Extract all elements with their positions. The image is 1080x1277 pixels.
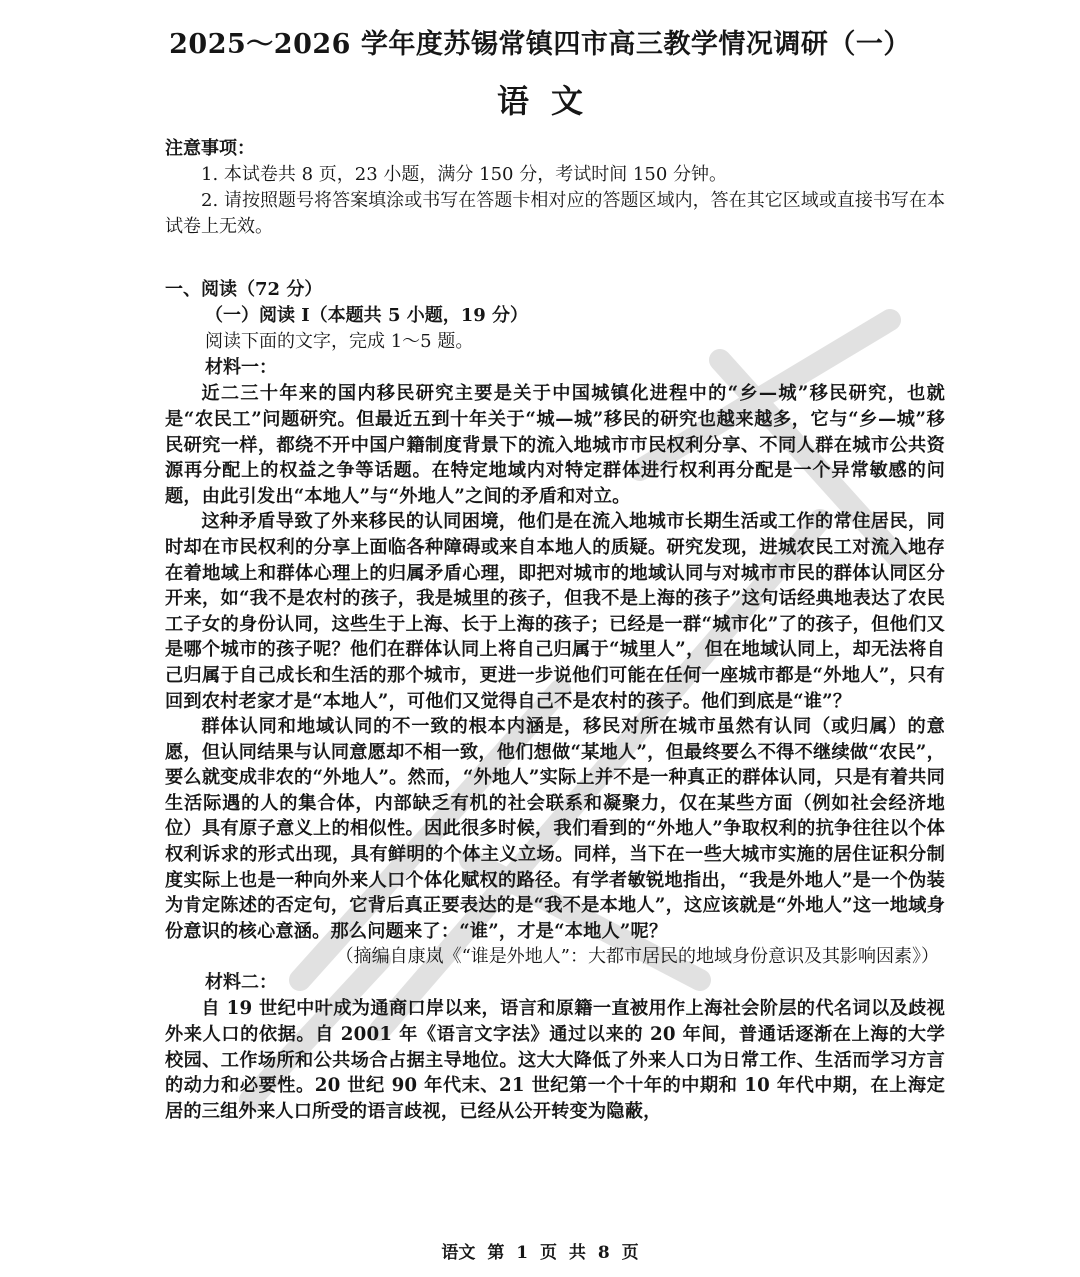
material-2-label: 材料二： <box>205 972 277 994</box>
section-heading: 一、阅读（72 分） <box>165 279 323 301</box>
notes-item: 1. 本试卷共 8 页，23 小题，满分 150 分，考试时间 150 分钟。 <box>201 164 728 185</box>
exam-title: 2025～2026 学年度苏锡常镇四市高三教学情况调研（一） <box>169 29 911 60</box>
page-footer: 语文 第 1 页 共 8 页 <box>441 1243 639 1263</box>
notes-heading: 注意事项： <box>165 138 255 159</box>
notes-item: 2. 请按照题号将答案填涂或书写在答题卡相对应的答题区域内，答在其它区域或直接书写在本试卷上无效。 <box>165 189 945 237</box>
subsection-heading: （一）阅读 I（本题共 5 小题，19 分） <box>205 305 529 327</box>
material-1-paragraph: 近二三十年来的国内移民研究主要是关于中国城镇化进程中的“乡—城”移民研究，也就是“农民工”问题研究。但最近五到十年关于“城—城”移民的研究也越来越多，它与“乡—城”移民研究一样，都绕不开中国户籍制度背景下的流入地城市市民权利分享、不同人群在城市公共资源再分配上的权益之争等话题。在特定地域内对特定群体进行权利再分配是一个异常敏感的问题，由此引发出“本地人”与“外地人”之间的矛盾和对立。 <box>165 383 945 507</box>
material-1-paragraph: 群体认同和地域认同的不一致的根本内涵是，移民对所在城市虽然有认同（或归属）的意愿，但认同结果与认同意愿却不相一致，他们想做“某地人”，但最终要么不得不继续做“农民”，要么就变成非农的“外地人”。然而，“外地人”实际上并不是一种真正的群体认同，只是有着共同生活际遇的人的集合体，内部缺乏有机的社会联系和凝聚力，仅在某些方面（例如社会经济地位）具有原子意义上的相似性。因此很多时候，我们看到的“外地人”争取权利的抗争往往以个体权利诉求的形式出现，具有鲜明的个体主义立场。同样，当下在一些大城市实施的居住证积分制度实际上也是一种向外来人口个体化赋权的路径。有学者敏锐地指出，“我是外地人”是一个伪装为肯定陈述的否定句，它背后真正要表达的是“我不是本地人”，这应该就是“外地人”这一地域身份意识的核心意涵。那么问题来了：“谁”，才是“本地人”呢？ <box>165 716 945 942</box>
material-1-paragraph: 这种矛盾导致了外来移民的认同困境，他们是在流入地城市长期生活或工作的常住居民，同时却在市民权利的分享上面临各种障碍或来自本地人的质疑。研究发现，进城农民工对流入地存在着地域上和群体心理上的归属矛盾心理，即把对城市的地域认同与对城市市民的群体认同区分开来，如“我不是农村的孩子，我是城里的孩子，但我不是上海的孩子”这句话经典地表达了农民工子女的身份认同，这些生于上海、长于上海的孩子；已经是一群“城市化”了的孩子，但他们又是哪个城市的孩子呢？他们在群体认同上将自己归属于“城里人”，但在地域认同上，却无法将自己归属于自己成长和生活的那个城市，更进一步说他们可能在任何一座城市都是“外地人”，只有回到农村老家才是“本地人”，可他们又觉得自己不是农村的孩子。他们到底是“谁”？ <box>165 511 945 712</box>
reading-instruction: 阅读下面的文字，完成 1～5 题。 <box>205 331 474 353</box>
exam-content <box>165 136 945 1124</box>
material-2-paragraph: 自 19 世纪中叶成为通商口岸以来，语言和原籍一直被用作上海社会阶层的代名词以及歧视外来人口的依据。自 2001 年《语言文字法》通过以来的 20 年间，普通话逐渐在上海的大学校园、工作场所和公共场合占据主导地位。这大大降低了外来人口为日常工作、生活而学习方言的动力和必要性。20 世纪 90 年代末、21 世纪第一个十年的中期和 10 年代中期，在上海定居的三组外来人口所受的语言歧视，已经从公开转变为隐蔽， <box>165 998 945 1122</box>
material-1-source: （摘编自康岚《“谁是外地人”：大都市居民的地域身份意识及其影响因素》） <box>335 946 939 968</box>
exam-subject: 语文 <box>496 82 605 120</box>
material-1-label: 材料一： <box>205 357 277 379</box>
